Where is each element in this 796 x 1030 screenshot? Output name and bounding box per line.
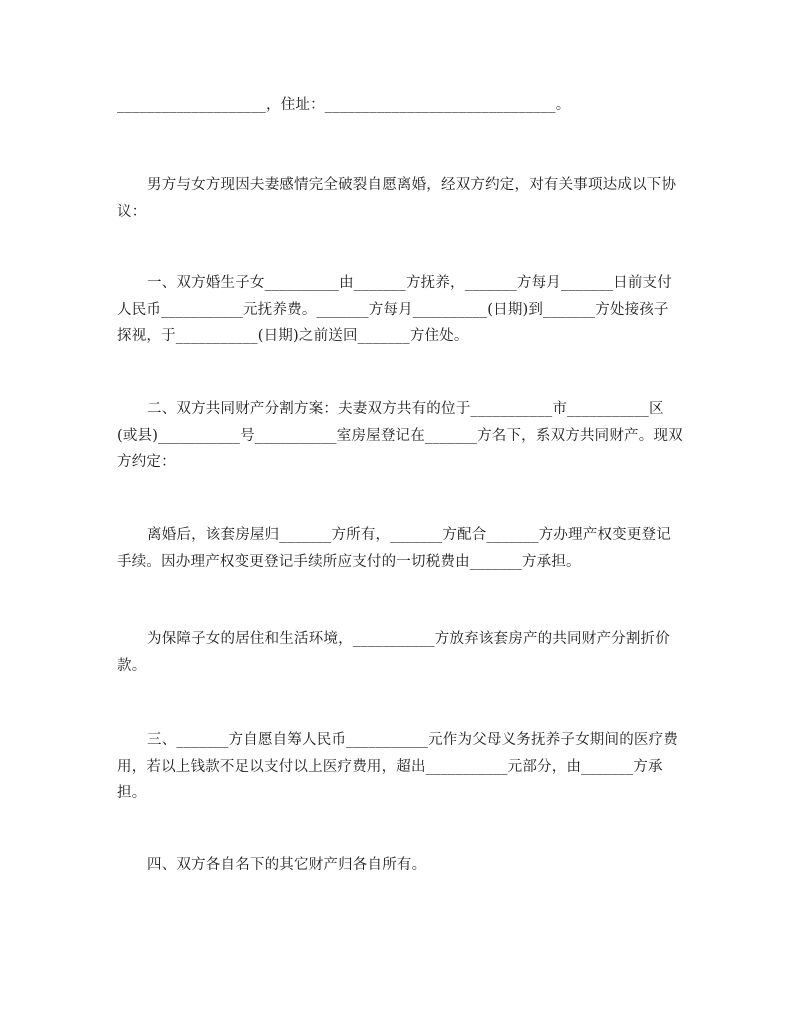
doc-paragraph: 四、双方各自名下的其它财产归各自所有。: [147, 857, 427, 873]
doc-paragraph: ____________________，住址：_______________________________。: [117, 97, 571, 113]
doc-paragraph: 三、_______方自愿自筹人民币___________元作为父母义务抚养子女期间的医疗费用，若以上钱款不足以支付以上医疗费用，超出___________元部分，由_______方承担。: [117, 732, 678, 801]
doc-paragraph: 一、双方婚生子女__________由_______方抚养，_______方每月_______日前支付人民币___________元抚养费。_______方每月__________(日期)到_______方处接孩子探视，于___________(日期)之前送回_______方住处。: [117, 275, 672, 344]
doc-paragraph: 男方与女方现因夫妻感情完全破裂自愿离婚，经双方约定，对有关事项达成以下协议：: [117, 177, 677, 220]
doc-paragraph: 为保障子女的居住和生活环境，___________方放弃该套房产的共同财产分割折价款。: [117, 631, 670, 674]
doc-paragraph: 离婚后，该套房屋归_______方所有，_______方配合_______方办理产权变更登记手续。因办理产权变更登记手续所应支付的一切税费由_______方承担。: [117, 527, 671, 570]
doc-paragraph: 二、双方共同财产分割方案：夫妻双方共有的位于___________市___________区(或县)___________号___________室房屋登记在_______方名下，系双方共同财产。现双方约定：: [117, 401, 683, 470]
